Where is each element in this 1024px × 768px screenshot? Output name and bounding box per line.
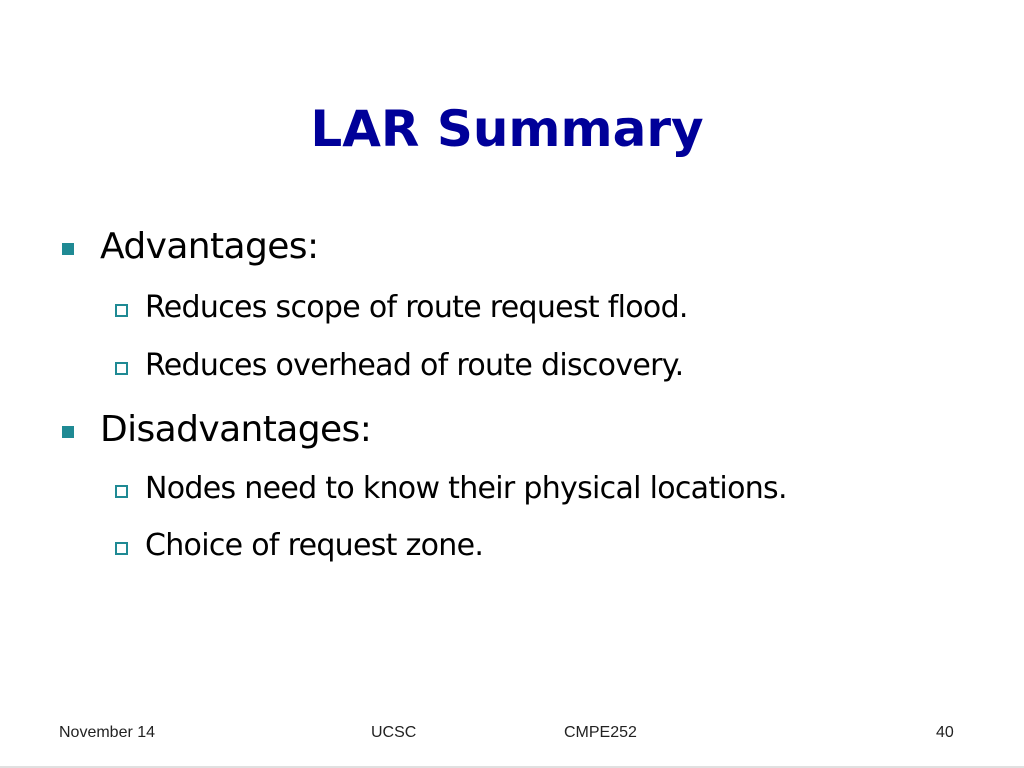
list-item-text: Nodes need to know their physical locations. [145, 471, 787, 506]
filled-square-icon [62, 243, 74, 255]
hollow-square-icon [115, 362, 128, 375]
list-item-text: Choice of request zone. [145, 528, 484, 563]
filled-square-icon [62, 426, 74, 438]
hollow-square-icon [115, 542, 128, 555]
list-item [115, 287, 688, 329]
footer-org: UCSC [371, 724, 417, 741]
hollow-square-icon [115, 485, 128, 498]
footer-date: November 14 [59, 724, 156, 741]
page-number: 40 [936, 724, 954, 741]
bullet-advantages [62, 222, 319, 272]
list-item-text: Reduces overhead of route discovery. [145, 348, 684, 383]
section-heading: Advantages: [100, 226, 319, 267]
bullet-disadvantages [62, 405, 371, 455]
list-item [115, 345, 683, 387]
slide-title: LAR Summary [310, 100, 704, 158]
section-heading: Disadvantages: [100, 409, 372, 450]
footer-course: CMPE252 [564, 724, 637, 741]
list-item [115, 468, 787, 510]
list-item [115, 525, 483, 567]
list-item-text: Reduces scope of route request flood. [145, 290, 688, 325]
hollow-square-icon [115, 304, 128, 317]
